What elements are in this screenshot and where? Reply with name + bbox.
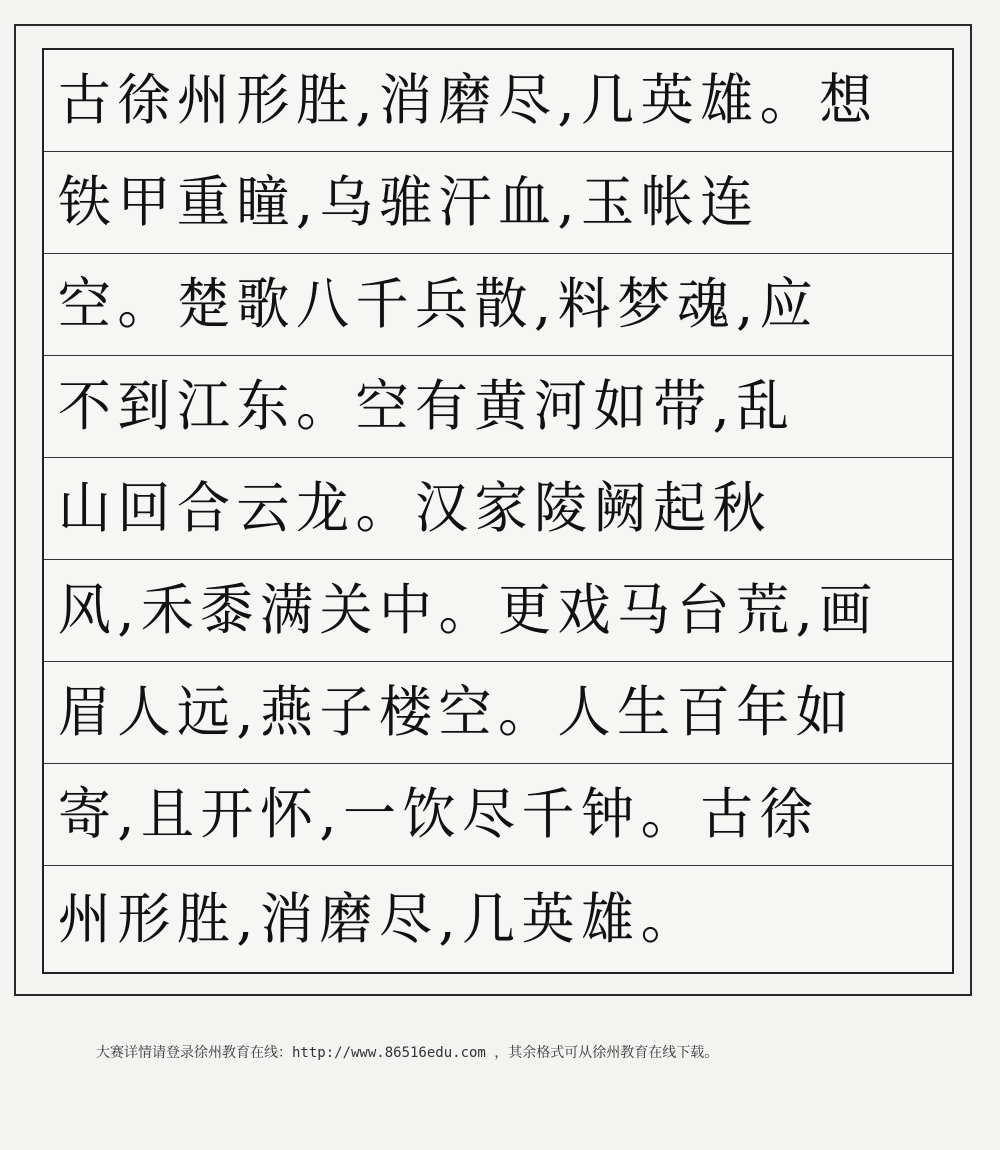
grid-row xyxy=(44,560,952,662)
grid-row xyxy=(44,662,952,764)
grid-row xyxy=(44,866,952,972)
grid-row xyxy=(44,152,952,254)
calligraphy-line: 空。楚歌八千兵散,料梦魂,应 xyxy=(58,272,820,336)
calligraphy-line: 寄,且开怀,一饮尽千钟。古徐 xyxy=(58,782,820,846)
grid-row xyxy=(44,764,952,866)
grid-row xyxy=(44,356,952,458)
calligraphy-grid xyxy=(42,48,954,974)
calligraphy-line: 铁甲重瞳,乌骓汗血,玉帐连 xyxy=(58,170,760,234)
calligraphy-line: 州形胜,消磨尽,几英雄。 xyxy=(58,886,701,951)
calligraphy-line: 山回合云龙。汉家陵阙起秋 xyxy=(58,476,773,540)
calligraphy-line: 古徐州形胜,消磨尽,几英雄。想 xyxy=(58,68,879,132)
cropped-header-text xyxy=(110,0,830,8)
grid-row xyxy=(44,50,952,152)
footer-note: 大赛详情请登录徐州教育在线：http://www.86516edu.com ，其余格式可从徐州教育在线下载。 xyxy=(96,1045,719,1061)
calligraphy-line: 风,禾黍满关中。更戏马台荒,画 xyxy=(58,578,879,642)
grid-row xyxy=(44,458,952,560)
calligraphy-line: 眉人远,燕子楼空。人生百年如 xyxy=(58,680,856,744)
calligraphy-line: 不到江东。空有黄河如带,乱 xyxy=(58,374,796,438)
grid-row xyxy=(44,254,952,356)
